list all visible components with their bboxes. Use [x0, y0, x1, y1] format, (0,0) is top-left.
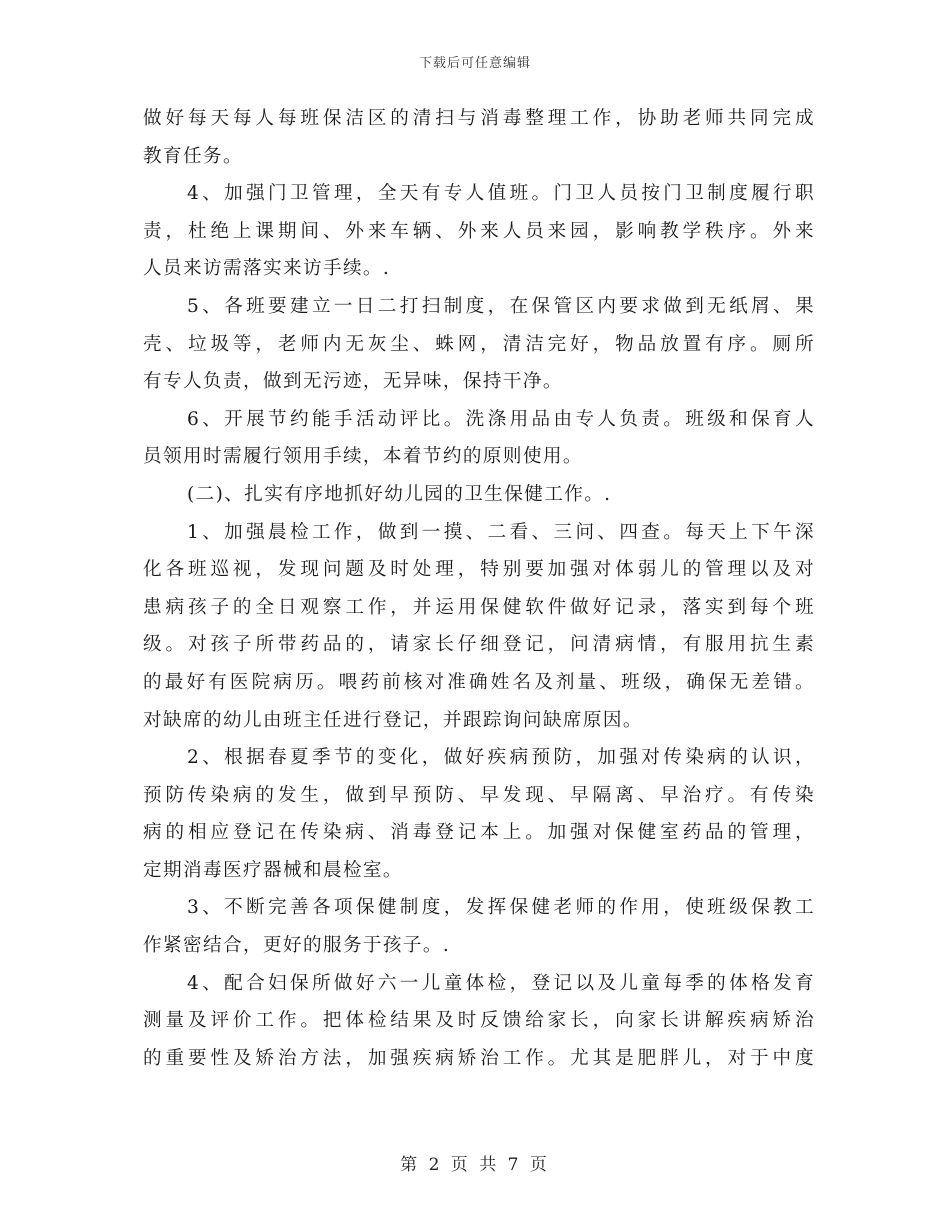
- text-line: 定期消毒医疗器械和晨检室。: [143, 859, 403, 881]
- text-line: 预防传染病的发生，做到早预防、早发现、早隔离、早治疗。有传染: [143, 784, 815, 806]
- document-body: [143, 100, 815, 1077]
- text-line: 化各班巡视，发现问题及时处理，特别要加强对体弱儿的管理以及对: [143, 559, 815, 581]
- text-line: 4、配合妇保所做好六一儿童体检，登记以及儿童每季的体格发育: [187, 972, 815, 994]
- text-line: 2、根据春夏季节的变化，做好疾病预防，加强对传染病的认识，: [187, 747, 815, 769]
- page-number-footer: 第 2 页 共 7 页: [400, 1155, 550, 1175]
- text-line: 病的相应登记在传染病、消毒登记本上。加强对保健室药品的管理，: [143, 822, 815, 844]
- text-line: 责，杜绝上课期间、外来车辆、外来人员来园，影响教学秩序。外来: [143, 220, 815, 242]
- text-line: 壳、垃圾等，老师内无灰尘、蛛网，清洁完好，物品放置有序。厕所: [143, 333, 815, 355]
- text-line: 1、加强晨检工作，做到一摸、二看、三问、四查。每天上下午深: [187, 521, 815, 543]
- page-header-note: 下载后可任意编辑: [418, 56, 531, 71]
- text-line: 教育任务。: [143, 145, 243, 167]
- text-line: (二)、扎实有序地抓好幼儿园的卫生保健工作。.: [187, 483, 612, 505]
- text-line: 的最好有医院病历。喂药前核对准确姓名及剂量、班级，确保无差错。: [143, 671, 815, 693]
- text-line: 5、各班要建立一日二打扫制度，在保管区内要求做到无纸屑、果: [187, 295, 815, 317]
- text-line: 测量及评价工作。把体检结果及时反馈给家长，向家长讲解疾病矫治: [143, 1010, 815, 1032]
- text-line: 患病孩子的全日观察工作，并运用保健软件做好记录，落实到每个班: [143, 596, 815, 618]
- text-line: 3、不断完善各项保健制度，发挥保健老师的作用，使班级保教工: [187, 897, 815, 919]
- text-line: 做好每天每人每班保洁区的清扫与消毒整理工作，协助老师共同完成: [143, 108, 815, 129]
- text-line: 对缺席的幼儿由班主任进行登记，并跟踪询问缺席原因。: [143, 709, 643, 731]
- text-line: 的重要性及矫治方法，加强疾病矫治工作。尤其是肥胖儿，对于中度: [143, 1047, 815, 1069]
- text-line: 4、加强门卫管理，全天有专人值班。门卫人员按门卫制度履行职: [187, 183, 815, 205]
- text-line: 级。对孩子所带药品的，请家长仔细登记，问清病情，有服用抗生素: [143, 634, 815, 656]
- text-line: 6、开展节约能手活动评比。洗涤用品由专人负责。班级和保育人: [187, 408, 815, 430]
- text-line: 员领用时需履行领用手续，本着节约的原则使用。: [143, 446, 583, 468]
- text-line: 有专人负责，做到无污迹，无异味，保持干净。: [143, 371, 563, 393]
- text-line: 作紧密结合，更好的服务于孩子。.: [143, 935, 451, 957]
- text-line: 人员来访需落实来访手续。.: [143, 258, 391, 280]
